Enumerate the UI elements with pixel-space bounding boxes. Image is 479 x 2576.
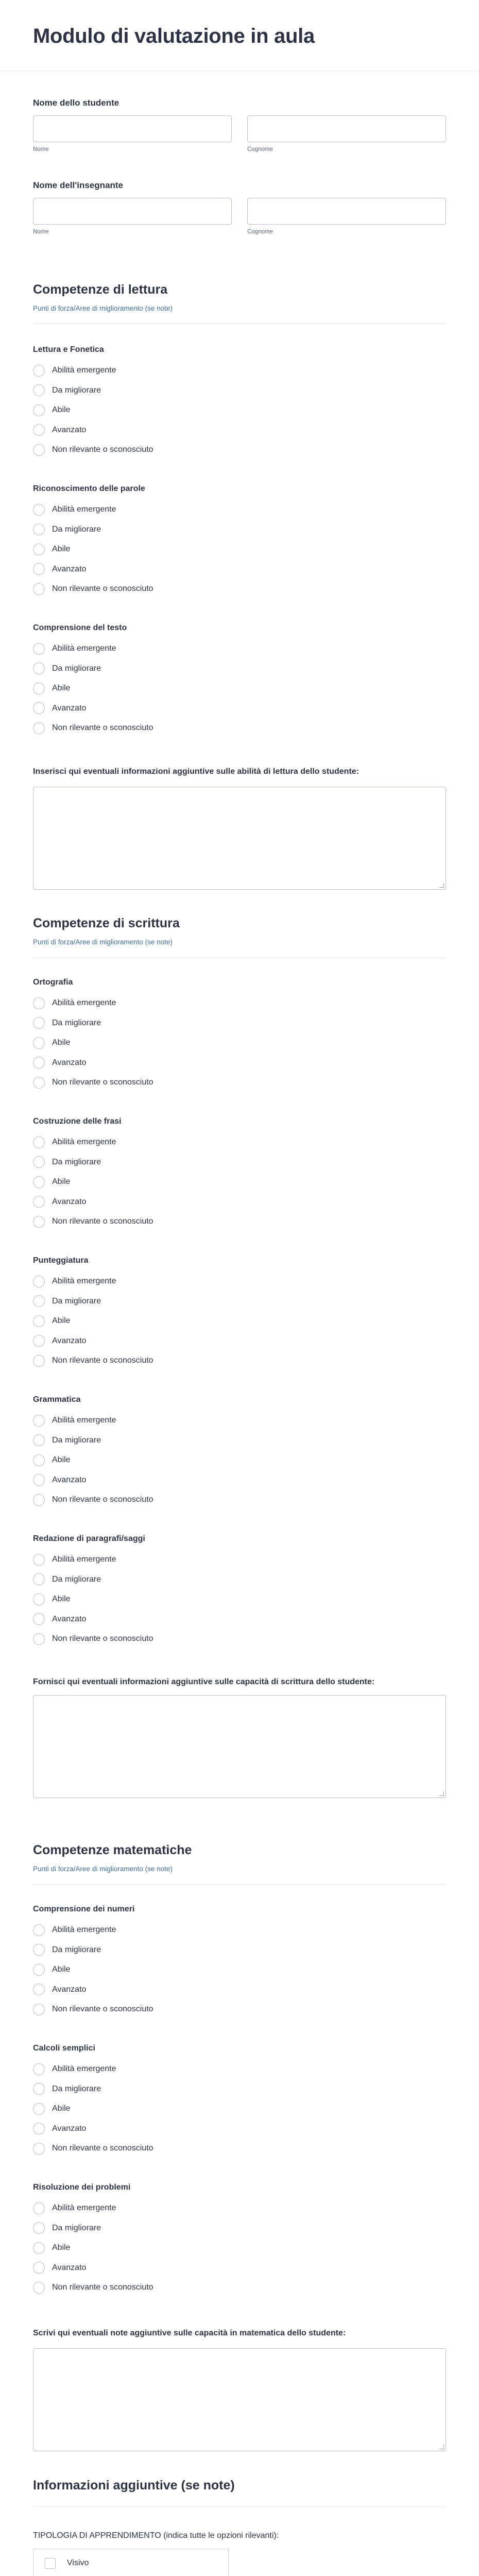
radio-option-label: Abile (52, 1177, 71, 1187)
radio-option-label: Non rilevante o sconosciuto (52, 1634, 153, 1643)
radio-option[interactable] (33, 2079, 446, 2099)
radio-option[interactable] (33, 361, 446, 381)
radio-option[interactable] (33, 1153, 446, 1173)
radio-option[interactable] (33, 500, 446, 520)
writing-question (33, 1117, 446, 1232)
radio-button[interactable] (33, 663, 45, 674)
radio-button[interactable] (33, 1276, 45, 1287)
radio-option-label: Abile (52, 405, 71, 415)
radio-button[interactable] (33, 2083, 45, 2095)
radio-option-label: Avanzato (52, 2124, 87, 2133)
form-title: Modulo di valutazione in aula (33, 25, 315, 47)
radio-option[interactable] (33, 1450, 446, 1470)
radio-option[interactable] (33, 1940, 446, 1960)
reading-section (33, 282, 446, 324)
radio-button[interactable] (33, 2262, 45, 2274)
radio-button[interactable] (33, 1216, 45, 1228)
radio-option-label: Avanzato (52, 564, 87, 573)
radio-option-label: Non rilevante o sconosciuto (52, 723, 153, 733)
radio-button[interactable] (33, 1077, 45, 1089)
radio-button[interactable] (33, 2103, 45, 2115)
additional-section (33, 2478, 446, 2507)
student-last-name-input[interactable] (247, 115, 446, 142)
math-question-label: Comprensione dei numeri (33, 1905, 135, 1913)
checkbox-option[interactable] (33, 2549, 228, 2576)
radio-option-label: Abile (52, 545, 71, 554)
radio-option-label: Abilità emergente (52, 1138, 116, 1147)
writing-notes-label: Fornisci qui eventuali informazioni aggiuntive sulle capacità di scrittura dello studente: (33, 1677, 375, 1686)
radio-option[interactable] (33, 2218, 446, 2239)
radio-option-label: Da migliorare (52, 1945, 101, 1954)
radio-option-label: Abilità emergente (52, 505, 116, 514)
radio-option[interactable] (33, 2278, 446, 2298)
radio-option-label: Abile (52, 1316, 71, 1326)
radio-option[interactable] (33, 1570, 446, 1590)
radio-option-label: Da migliorare (52, 1435, 101, 1445)
radio-option-label: Non rilevante o sconosciuto (52, 1217, 153, 1226)
student-name-label: Nome dello studente (33, 98, 119, 108)
radio-button[interactable] (33, 1295, 45, 1307)
radio-option[interactable] (33, 1431, 446, 1451)
radio-option[interactable] (33, 1589, 446, 1609)
radio-option-label: Abilità emergente (52, 2204, 116, 2213)
radio-option-label: Avanzato (52, 1197, 87, 1206)
math-question (33, 2183, 446, 2298)
radio-option-label: Abilità emergente (52, 1555, 116, 1564)
reading-section-header (33, 282, 446, 324)
radio-option-label: Non rilevante o sconosciuto (52, 1495, 153, 1504)
radio-option-label: Non rilevante o sconosciuto (52, 2283, 153, 2292)
radio-option-label: Abile (52, 684, 71, 693)
radio-option[interactable] (33, 1292, 446, 1312)
radio-button[interactable] (33, 404, 45, 416)
radio-option-label: Avanzato (52, 1058, 87, 1067)
reading-notes-field (33, 766, 446, 890)
radio-option-label: Non rilevante o sconosciuto (52, 1078, 153, 1087)
writing-question-label: Costruzione delle frasi (33, 1117, 122, 1126)
radio-button[interactable] (33, 2063, 45, 2075)
radio-button[interactable] (33, 2282, 45, 2294)
radio-button[interactable] (33, 504, 45, 516)
math-section-subtitle: Punti di forza/Aree di miglioramento (se note) (33, 1865, 173, 1873)
additional-section-title: Informazioni aggiuntive (se note) (33, 2478, 235, 2493)
radio-button[interactable] (33, 1454, 45, 1466)
radio-option-label: Abile (52, 1455, 71, 1465)
writing-notes-field (33, 1676, 446, 1798)
radio-button[interactable] (33, 2143, 45, 2155)
reading-section-title: Competenze di lettura (33, 282, 168, 297)
radio-button[interactable] (33, 2222, 45, 2234)
radio-option[interactable] (33, 2059, 446, 2079)
radio-option[interactable] (33, 1920, 446, 1940)
radio-option[interactable] (33, 1960, 446, 1980)
radio-option-label: Non rilevante o sconosciuto (52, 2005, 153, 2014)
radio-button[interactable] (33, 722, 45, 734)
radio-button[interactable] (33, 1554, 45, 1566)
radio-option[interactable] (33, 1311, 446, 1331)
radio-option-label: Abilità emergente (52, 1416, 116, 1425)
teacher-first-name-input[interactable] (33, 198, 232, 225)
student-first-name-input[interactable] (33, 115, 232, 142)
radio-option-label: Avanzato (52, 1614, 87, 1623)
radio-option[interactable] (33, 2099, 446, 2119)
radio-option-label: Non rilevante o sconosciuto (52, 584, 153, 594)
radio-option-label: Avanzato (52, 425, 87, 434)
radio-option-label: Abilità emergente (52, 644, 116, 653)
radio-option[interactable] (33, 2139, 446, 2159)
radio-button[interactable] (33, 1037, 45, 1049)
radio-button[interactable] (33, 424, 45, 436)
radio-option[interactable] (33, 1470, 446, 1490)
radio-option-label: Abilità emergente (52, 1277, 116, 1286)
reading-question-label: Comprensione del testo (33, 623, 127, 632)
radio-button[interactable] (33, 1633, 45, 1645)
math-question-label: Risoluzione dei problemi (33, 2183, 131, 2192)
writing-notes-textarea[interactable] (33, 1695, 446, 1798)
radio-option[interactable] (33, 381, 446, 401)
radio-option[interactable] (33, 1172, 446, 1192)
radio-option-label: Avanzato (52, 1985, 87, 1994)
teacher-last-name-sublabel: Cognome (247, 229, 273, 235)
radio-option[interactable] (33, 1331, 446, 1351)
writing-question (33, 1534, 446, 1649)
checkbox[interactable] (45, 2558, 56, 2569)
radio-option-label: Abile (52, 2104, 71, 2113)
radio-option-label: Abile (52, 1595, 71, 1604)
radio-option-label: Da migliorare (52, 1574, 101, 1584)
radio-option-label: Da migliorare (52, 2223, 101, 2232)
radio-button[interactable] (33, 683, 45, 694)
learning-type-field (33, 2530, 446, 2576)
additional-section-header (33, 2478, 446, 2507)
radio-option[interactable] (33, 639, 446, 659)
radio-button[interactable] (33, 1057, 45, 1069)
radio-option[interactable] (33, 400, 446, 420)
checkbox-label: Visivo (67, 2558, 89, 2568)
radio-button[interactable] (33, 583, 45, 595)
radio-option[interactable] (33, 1053, 446, 1073)
radio-button[interactable] (33, 1176, 45, 1188)
radio-option-label: Da migliorare (52, 2084, 101, 2093)
radio-button[interactable] (33, 523, 45, 535)
radio-option[interactable] (33, 520, 446, 540)
radio-option[interactable] (33, 1351, 446, 1371)
radio-button[interactable] (33, 1156, 45, 1168)
writing-question-label: Redazione di paragrafi/saggi (33, 1534, 145, 1543)
radio-option[interactable] (33, 1999, 446, 2020)
radio-option-label: Abilità emergente (52, 366, 116, 375)
radio-button[interactable] (33, 1355, 45, 1367)
radio-option[interactable] (33, 1980, 446, 2000)
math-section-title: Competenze matematiche (33, 1843, 192, 1857)
reading-question (33, 345, 446, 460)
radio-button[interactable] (33, 444, 45, 456)
writing-section-title: Competenze di scrittura (33, 916, 180, 930)
reading-question (33, 484, 446, 599)
learning-type-options (33, 2549, 229, 2576)
math-section-header (33, 1843, 446, 1885)
student-last-name-sublabel: Cognome (247, 146, 273, 152)
teacher-first-name-sublabel: Nome (33, 229, 49, 235)
reading-notes-label: Inserisci qui eventuali informazioni aggiuntive sulle abilità di lettura dello studente: (33, 767, 359, 776)
math-section (33, 1843, 446, 1885)
form-content (0, 98, 479, 235)
student-name-field (33, 98, 446, 152)
radio-option[interactable] (33, 699, 446, 719)
radio-option-label: Da migliorare (52, 385, 101, 395)
radio-button[interactable] (33, 1335, 45, 1347)
radio-button[interactable] (33, 1415, 45, 1427)
radio-option[interactable] (33, 1132, 446, 1153)
radio-option[interactable] (33, 2238, 446, 2258)
radio-option-label: Non rilevante o sconosciuto (52, 1356, 153, 1365)
writing-question-label: Ortografia (33, 978, 73, 987)
math-notes-textarea[interactable] (33, 2348, 446, 2451)
reading-question-label: Lettura e Fonetica (33, 345, 104, 354)
radio-option[interactable] (33, 2258, 446, 2278)
reading-notes-textarea[interactable] (33, 787, 446, 890)
writing-question-label: Grammatica (33, 1395, 81, 1404)
radio-option[interactable] (33, 2198, 446, 2218)
radio-button[interactable] (33, 1137, 45, 1148)
radio-button[interactable] (33, 2242, 45, 2254)
radio-button[interactable] (33, 1594, 45, 1605)
radio-button[interactable] (33, 2004, 45, 2015)
writing-section-subtitle: Punti di forza/Aree di miglioramento (se note) (33, 938, 173, 946)
radio-option-label: Abile (52, 1965, 71, 1974)
radio-button[interactable] (33, 1434, 45, 1446)
radio-option[interactable] (33, 1073, 446, 1093)
learning-type-label: TIPOLOGIA DI APPRENDIMENTO (indica tutte le opzioni rilevanti): (33, 2531, 279, 2540)
radio-option-label: Abilità emergente (52, 998, 116, 1008)
radio-option-label: Avanzato (52, 703, 87, 713)
reading-question-label: Riconoscimento delle parole (33, 484, 145, 493)
writing-section (33, 916, 446, 958)
radio-option[interactable] (33, 1609, 446, 1630)
writing-question (33, 978, 446, 1093)
radio-option[interactable] (33, 420, 446, 440)
radio-option[interactable] (33, 2119, 446, 2139)
teacher-name-field (33, 180, 446, 235)
radio-option-label: Abile (52, 1038, 71, 1047)
writing-question (33, 1256, 446, 1371)
radio-option[interactable] (33, 539, 446, 560)
radio-button[interactable] (33, 702, 45, 714)
teacher-name-label: Nome dell'insegnante (33, 180, 124, 190)
radio-button[interactable] (33, 1474, 45, 1486)
student-first-name-sublabel: Nome (33, 146, 49, 152)
radio-option-label: Da migliorare (52, 524, 101, 534)
radio-option-label: Avanzato (52, 1336, 87, 1345)
radio-button[interactable] (33, 1315, 45, 1327)
radio-button[interactable] (33, 1573, 45, 1585)
radio-button[interactable] (33, 1494, 45, 1506)
radio-option-label: Abile (52, 2243, 71, 2252)
radio-button[interactable] (33, 997, 45, 1009)
radio-option[interactable] (33, 1629, 446, 1649)
radio-button[interactable] (33, 1924, 45, 1936)
radio-option-label: Abilità emergente (52, 2064, 116, 2074)
teacher-last-name-input[interactable] (247, 198, 446, 225)
radio-option[interactable] (33, 1212, 446, 1232)
reading-section-subtitle: Punti di forza/Aree di miglioramento (se note) (33, 304, 173, 312)
radio-button[interactable] (33, 1984, 45, 1995)
radio-button[interactable] (33, 1613, 45, 1625)
radio-button[interactable] (33, 643, 45, 655)
writing-section-header (33, 916, 446, 958)
radio-option[interactable] (33, 718, 446, 738)
form-header (0, 0, 479, 71)
radio-button[interactable] (33, 1196, 45, 1208)
radio-option-label: Da migliorare (52, 1296, 101, 1306)
radio-option-label: Non rilevante o sconosciuto (52, 445, 153, 454)
radio-button[interactable] (33, 2202, 45, 2214)
radio-button[interactable] (33, 1017, 45, 1029)
math-question-label: Calcoli semplici (33, 2044, 95, 2053)
writing-question-label: Punteggiatura (33, 1256, 89, 1265)
radio-option[interactable] (33, 440, 446, 460)
radio-button[interactable] (33, 365, 45, 377)
radio-button[interactable] (33, 563, 45, 575)
writing-question (33, 1395, 446, 1510)
radio-button[interactable] (33, 1944, 45, 1956)
radio-option[interactable] (33, 1550, 446, 1570)
radio-option[interactable] (33, 1013, 446, 1033)
radio-button[interactable] (33, 384, 45, 396)
radio-option-label: Da migliorare (52, 1018, 101, 1027)
radio-option[interactable] (33, 1411, 446, 1431)
math-notes-field (33, 2327, 446, 2451)
radio-option[interactable] (33, 1192, 446, 1212)
radio-option-label: Da migliorare (52, 1157, 101, 1166)
radio-option[interactable] (33, 679, 446, 699)
radio-option-label: Abilità emergente (52, 1925, 116, 1935)
reading-question (33, 623, 446, 738)
radio-option-label: Da migliorare (52, 664, 101, 673)
radio-button[interactable] (33, 2123, 45, 2134)
radio-option[interactable] (33, 1272, 446, 1292)
math-question (33, 1905, 446, 2020)
math-notes-label: Scrivi qui eventuali note aggiuntive sulle capacità in matematica dello studente: (33, 2329, 346, 2337)
radio-option[interactable] (33, 1033, 446, 1053)
radio-option-label: Non rilevante o sconosciuto (52, 2144, 153, 2153)
radio-button[interactable] (33, 544, 45, 555)
radio-option[interactable] (33, 993, 446, 1013)
math-question (33, 2044, 446, 2159)
radio-option[interactable] (33, 659, 446, 679)
radio-option[interactable] (33, 1490, 446, 1510)
radio-option[interactable] (33, 560, 446, 580)
radio-option-label: Avanzato (52, 1475, 87, 1484)
radio-option[interactable] (33, 579, 446, 599)
radio-button[interactable] (33, 1964, 45, 1976)
radio-option-label: Avanzato (52, 2263, 87, 2272)
